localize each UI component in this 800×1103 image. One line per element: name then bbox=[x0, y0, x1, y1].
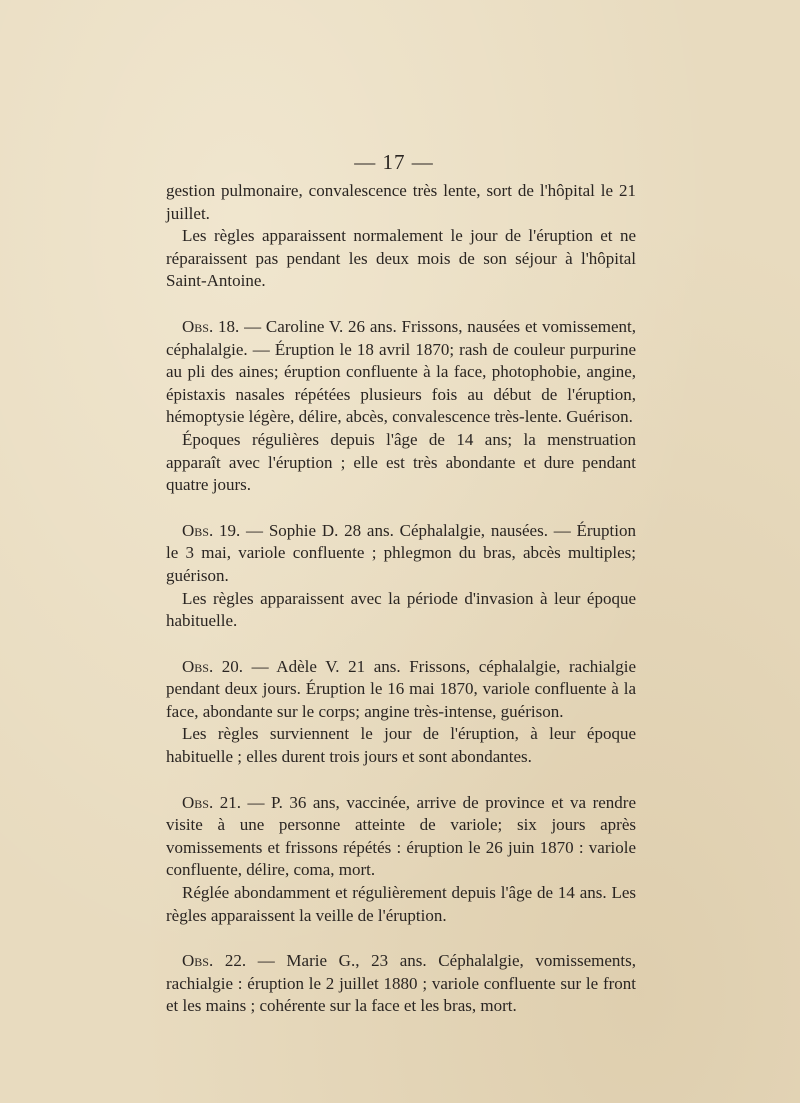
section-gap bbox=[166, 633, 636, 656]
section-gap bbox=[166, 293, 636, 316]
observation-20: Obs. 20. — Adèle V. 21 ans. Frissons, céphalalgie, rachialgie pendant deux jours. Éruption le 16 mai 1870, variole confluente à la face, abondante sur le corps; angine très-intense, guérison. bbox=[166, 656, 636, 721]
observation-22: Obs. 22. — Marie G., 23 ans. Céphalalgie, vomissements, rachialgie : éruption le 2 juillet 1880 ; variole confluente sur le front et les mains ; cohérente sur la face et les bras, mort. bbox=[166, 951, 636, 1016]
section-gap bbox=[166, 497, 636, 520]
observation-label: Obs. 19. bbox=[182, 520, 241, 540]
observation-20-menses: Les règles surviennent le jour de l'éruption, à leur époque habituelle ; elles durent trois jours et sont abondantes. bbox=[166, 724, 636, 767]
observation-label: Obs. 18. bbox=[182, 316, 240, 336]
section-gap bbox=[166, 927, 636, 950]
observation-18: Obs. 18. — Caroline V. 26 ans. Frissons, nausées et vomissement, céphalalgie. — Éruption le 18 avril 1870; rash de couleur purpurine au pli des aines; éruption confluente à la face, photophobie, angine, épistaxis nasales répétées plusieurs fois au début de l'éruption, hémoptysie légère, délire, abcès, convalescence très-lente. Guérison. bbox=[166, 316, 637, 427]
observation-label: Obs. 22. bbox=[182, 951, 247, 971]
body-text bbox=[166, 180, 636, 1018]
section-gap bbox=[166, 769, 636, 792]
observation-18-menses: Époques régulières depuis l'âge de 14 ans; la menstruation apparaît avec l'éruption ; elle est très abondante et dure pendant quatre jours. bbox=[166, 429, 636, 495]
observation-label: Obs. 21. bbox=[182, 792, 241, 812]
paragraph-menses-note: Les règles apparaissent normalement le jour de l'éruption et ne réparaissent pas pendant les deux mois de son séjour à l'hôpital Saint-Antoine. bbox=[166, 226, 636, 291]
paragraph-continuation: gestion pulmonaire, convalescence très lente, sort de l'hôpital le 21 juillet. bbox=[166, 181, 636, 223]
page-number: — 17 — bbox=[354, 150, 434, 174]
observation-19-menses: Les règles apparaissent avec la période d'invasion à leur époque habituelle. bbox=[166, 588, 636, 631]
observation-label: Obs. 20. bbox=[182, 656, 244, 676]
observation-19: Obs. 19. — Sophie D. 28 ans. Céphalalgie, nausées. — Éruption le 3 mai, variole confluente ; phlegmon du bras, abcès multiples; guérison. bbox=[166, 520, 636, 585]
observation-21-menses: Réglée abondamment et régulièrement depuis l'âge de 14 ans. Les règles apparaissent la veille de l'éruption. bbox=[166, 883, 636, 925]
observation-21: Obs. 21. — P. 36 ans, vaccinée, arrive de province et va rendre visite à une personne atteinte de variole; six jours après vomissements et frissons répétés : éruption le 26 juin 1870 : variole confluente, délire, coma, mort. bbox=[166, 792, 637, 880]
